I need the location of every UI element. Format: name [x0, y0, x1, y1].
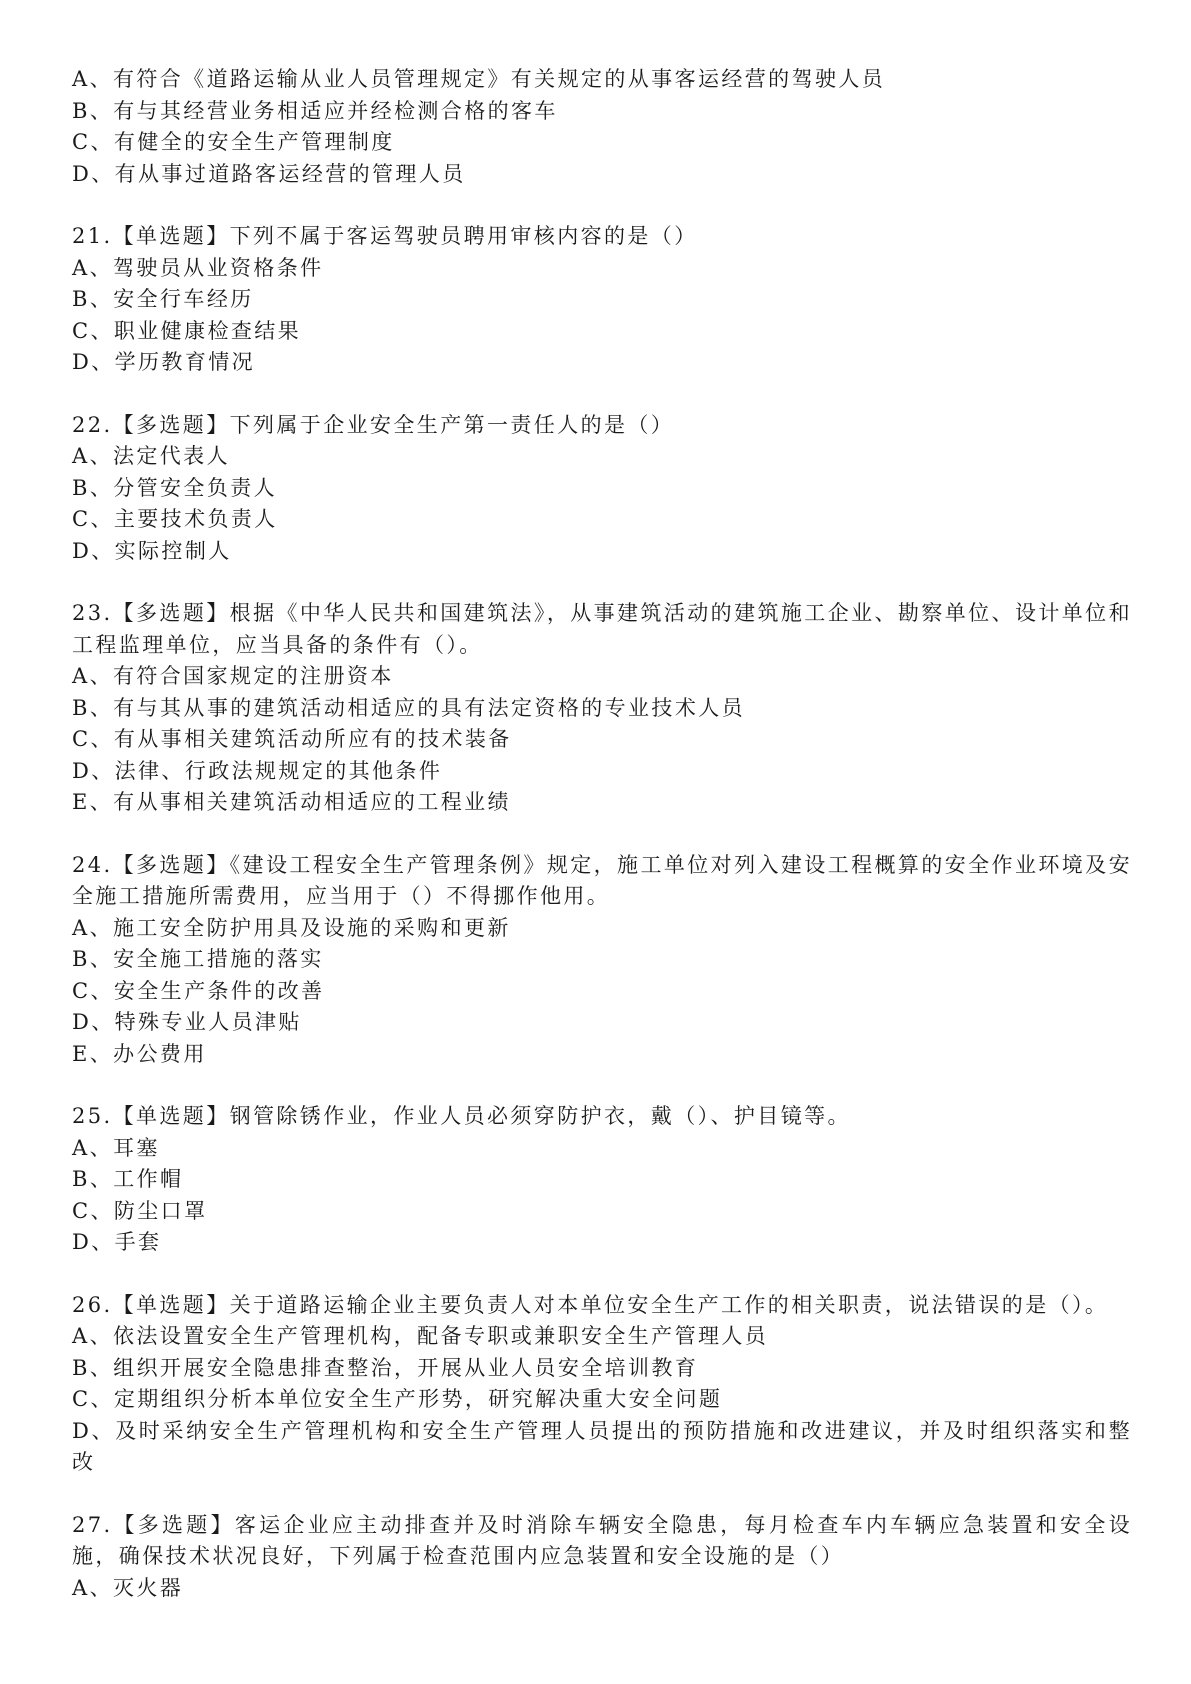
document-page — [72, 64, 1132, 1635]
question-22 — [72, 410, 1132, 568]
question-stem: 21.【单选题】下列不属于客运驾驶员聘用审核内容的是（） — [72, 224, 698, 248]
option-c: C、职业健康检查结果 — [72, 318, 302, 343]
question-stem: 22.【多选题】下列属于企业安全生产第一责任人的是（） — [72, 412, 675, 437]
question-stem: 27.【多选题】客运企业应主动排查并及时消除车辆安全隐患，每月检查车内车辆应急装置和安全设施，确保技术状况良好，下列属于检查范围内应急装置和安全设施的是（） — [72, 1512, 1132, 1568]
option-c: C、防尘口罩 — [72, 1198, 208, 1223]
option-a: A、驾驶员从业资格条件 — [72, 255, 324, 280]
option-d: D、实际控制人 — [72, 538, 232, 563]
option-d: D、法律、行政法规规定的其他条件 — [72, 758, 443, 783]
option-a: A、有符合《道路运输从业人员管理规定》有关规定的从事客运经营的驾驶人员 — [72, 67, 886, 91]
option-b: B、分管安全负责人 — [72, 475, 278, 500]
option-b: B、有与其经营业务相适应并经检测合格的客车 — [72, 98, 558, 123]
question-24 — [72, 850, 1132, 1071]
question-20-continued — [72, 64, 1132, 190]
question-21 — [72, 221, 1132, 379]
option-b: B、工作帽 — [72, 1167, 184, 1191]
option-d: D、手套 — [72, 1230, 162, 1254]
option-a: A、有符合国家规定的注册资本 — [72, 664, 394, 688]
question-stem: 25.【单选题】钢管除锈作业，作业人员必须穿防护衣，戴（）、护目镜等。 — [72, 1104, 851, 1128]
question-stem: 24.【多选题】《建设工程安全生产管理条例》规定，施工单位对列入建设工程概算的安全作业环境及安全施工措施所需费用，应当用于（）不得挪作他用。 — [72, 852, 1132, 908]
option-a: A、施工安全防护用具及设施的采购和更新 — [72, 915, 511, 940]
option-c: C、定期组织分析本单位安全生产形势，研究解决重大安全问题 — [72, 1387, 723, 1411]
option-b: B、安全施工措施的落实 — [72, 947, 324, 971]
option-c: C、安全生产条件的改善 — [72, 978, 325, 1003]
option-c: C、有健全的安全生产管理制度 — [72, 130, 395, 154]
question-26 — [72, 1290, 1132, 1479]
option-b: B、组织开展安全隐患排查整治，开展从业人员安全培训教育 — [72, 1355, 699, 1380]
question-stem: 23.【多选题】根据《中华人民共和国建筑法》，从事建筑活动的建筑施工企业、勘察单位、设计单位和工程监理单位，应当具备的条件有（）。 — [72, 601, 1132, 657]
option-e: E、办公费用 — [72, 1041, 207, 1066]
option-d: D、特殊专业人员津贴 — [72, 1010, 302, 1034]
option-d: D、及时采纳安全生产管理机构和安全生产管理人员提出的预防措施和改进建议，并及时组织落实和整改 — [72, 1418, 1132, 1474]
option-e: E、有从事相关建筑活动相适应的工程业绩 — [72, 790, 511, 814]
option-a: A、依法设置安全生产管理机构，配备专职或兼职安全生产管理人员 — [72, 1324, 769, 1348]
option-c: C、有从事相关建筑活动所应有的技术装备 — [72, 727, 512, 751]
question-27 — [72, 1510, 1132, 1605]
option-d: D、有从事过道路客运经营的管理人员 — [72, 161, 466, 186]
option-a: A、法定代表人 — [72, 444, 230, 468]
option-b: B、安全行车经历 — [72, 287, 254, 311]
question-23 — [72, 598, 1132, 819]
option-c: C、主要技术负责人 — [72, 507, 278, 531]
option-b: B、有与其从事的建筑活动相适应的具有法定资格的专业技术人员 — [72, 695, 746, 720]
question-25 — [72, 1101, 1132, 1259]
option-a: A、灭火器 — [72, 1575, 184, 1600]
option-d: D、学历教育情况 — [72, 350, 256, 374]
option-a: A、耳塞 — [72, 1135, 160, 1160]
question-stem: 26.【单选题】关于道路运输企业主要负责人对本单位安全生产工作的相关职责，说法错误的是（）。 — [72, 1292, 1109, 1317]
